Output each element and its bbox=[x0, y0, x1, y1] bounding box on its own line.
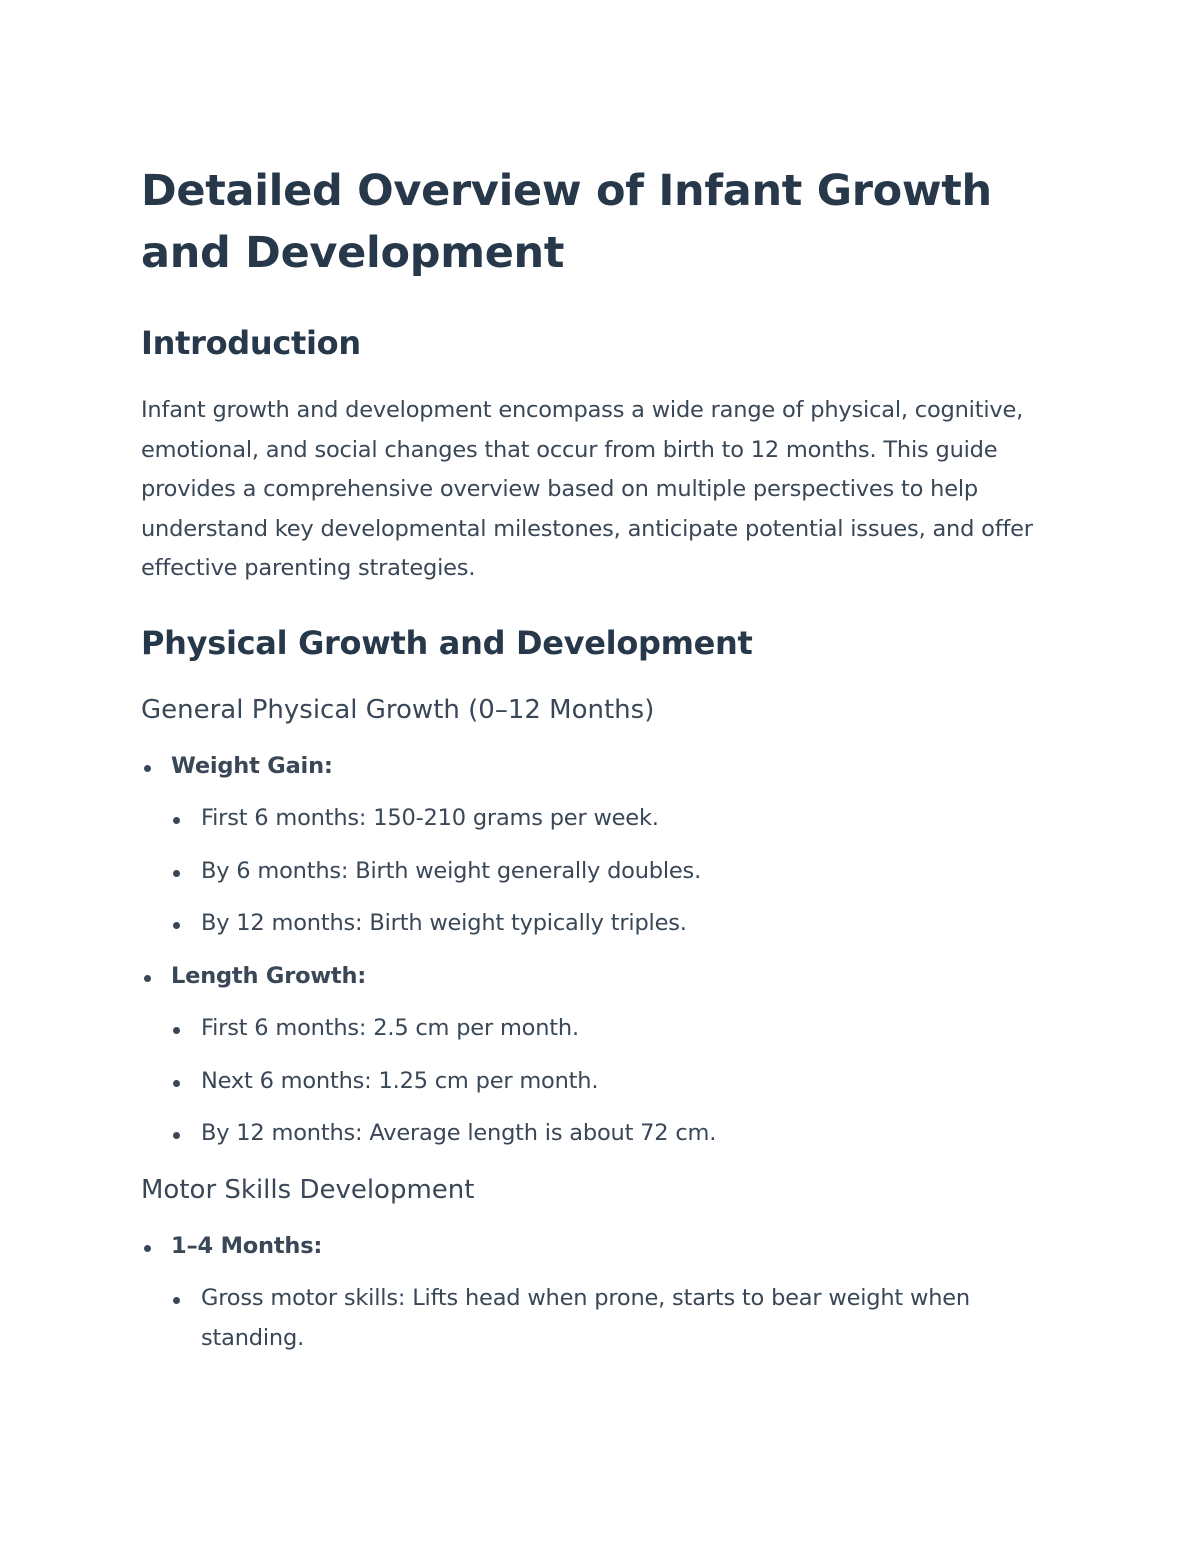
motor-skills-list bbox=[141, 1227, 1066, 1359]
bullet-dot bbox=[173, 1132, 180, 1139]
bullet-dot bbox=[173, 870, 180, 877]
list-item bbox=[141, 904, 1066, 944]
introduction-paragraph: Infant growth and development encompass a wide range of physical, cognitive, emotional, and social changes that occur from birth to 12 months. This guide provides a comprehensive overview based on multiple perspectives to help understand key developmental milestones, anticipate potential issues, and offer effective parenting strategies. bbox=[141, 397, 1033, 581]
bullet-dot bbox=[144, 1245, 151, 1252]
bullet-dot bbox=[144, 975, 151, 982]
list-item-text: Gross motor skills: Lifts head when prone, starts to bear weight when standing. bbox=[201, 1285, 970, 1351]
list-item bbox=[141, 1009, 1066, 1049]
list-item-label: Weight Gain: bbox=[171, 752, 333, 779]
bullet-dot bbox=[173, 1080, 180, 1087]
list-item-text: First 6 months: 150-210 grams per week. bbox=[201, 805, 659, 831]
list-item bbox=[141, 1062, 1066, 1102]
list-item-weight-gain bbox=[141, 747, 1066, 787]
bullet-dot bbox=[144, 765, 151, 772]
list-item-text: By 12 months: Average length is about 72 cm. bbox=[201, 1120, 717, 1146]
document-title: Detailed Overview of Infant Growth and Development bbox=[141, 166, 992, 278]
list-item bbox=[141, 1279, 1066, 1358]
list-item-text: Next 6 months: 1.25 cm per month. bbox=[201, 1067, 599, 1094]
bullet-dot bbox=[173, 922, 180, 929]
list-item-months-1-4 bbox=[141, 1227, 1066, 1267]
document-page bbox=[141, 160, 1066, 1358]
section-heading-physical: Physical Growth and Development bbox=[141, 623, 753, 662]
list-item bbox=[141, 852, 1066, 892]
list-item bbox=[141, 1114, 1066, 1154]
subheading-general-growth: General Physical Growth (0–12 Months) bbox=[141, 694, 655, 725]
list-item-label: Length Growth: bbox=[171, 962, 367, 989]
list-item-text: By 6 months: Birth weight generally doubles. bbox=[201, 857, 702, 884]
section-heading-introduction: Introduction bbox=[141, 324, 361, 362]
list-item-label: 1–4 Months: bbox=[171, 1232, 323, 1259]
bullet-dot bbox=[173, 1027, 180, 1034]
list-item-text: First 6 months: 2.5 cm per month. bbox=[201, 1015, 579, 1041]
list-item-length-growth bbox=[141, 957, 1066, 997]
general-growth-list bbox=[141, 747, 1066, 1154]
list-item-text: By 12 months: Birth weight typically triples. bbox=[201, 910, 687, 936]
subheading-motor-skills: Motor Skills Development bbox=[141, 1174, 475, 1205]
bullet-dot bbox=[173, 817, 180, 824]
bullet-dot bbox=[173, 1297, 180, 1304]
list-item bbox=[141, 799, 1066, 839]
